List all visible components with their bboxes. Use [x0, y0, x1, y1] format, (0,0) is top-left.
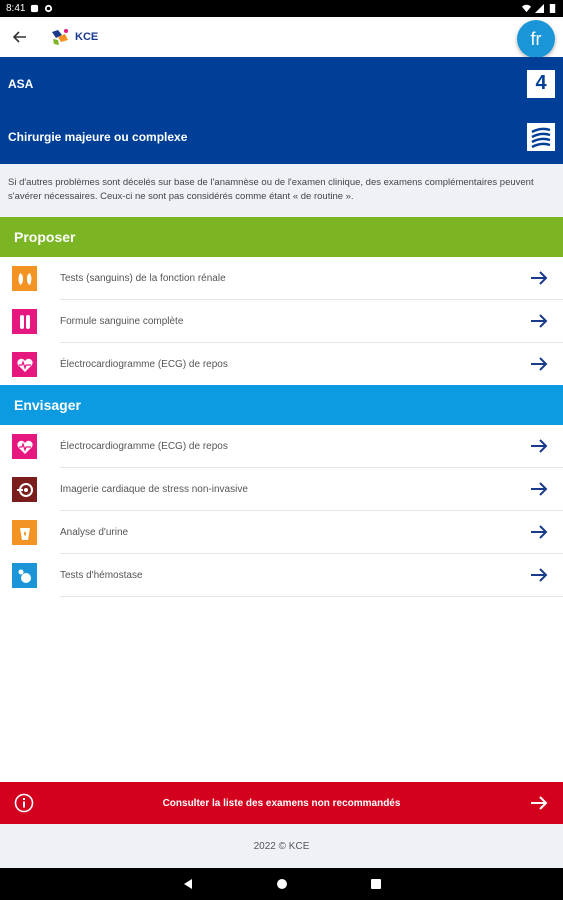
kce-logo	[50, 28, 98, 46]
wifi-icon	[522, 4, 531, 13]
risk-header	[0, 57, 563, 164]
not-recommended-button[interactable]	[0, 782, 563, 824]
arrow-right-icon	[529, 522, 549, 542]
nav-home-button[interactable]	[275, 877, 289, 891]
section-consider-header: Envisager	[0, 385, 563, 425]
circle-home-icon	[276, 878, 288, 890]
arrow-right-icon	[529, 565, 549, 585]
list-item-label: Analyse d'urine	[60, 527, 129, 538]
hemostasis-icon	[12, 563, 37, 588]
kce-logo-icon	[50, 28, 72, 46]
sim-icon	[30, 4, 39, 13]
list-item-label: Imagerie cardiaque de stress non-invasive	[60, 484, 248, 495]
footer	[0, 824, 563, 868]
heart-ecg-icon	[12, 352, 37, 377]
nav-back-button[interactable]	[181, 877, 195, 891]
list-item-stress-imaging[interactable]	[0, 468, 563, 511]
list-item-label: Formule sanguine complète	[60, 316, 184, 327]
asa-row	[0, 57, 563, 110]
list-item-label: Électrocardiogramme (ECG) de repos	[60, 359, 228, 370]
asa-label: ASA	[8, 76, 34, 91]
info-icon	[14, 793, 34, 813]
arrow-right-icon	[529, 311, 549, 331]
list-item-blood-count[interactable]	[0, 300, 563, 343]
blood-tube-icon	[12, 309, 37, 334]
cardiac-imaging-icon	[12, 477, 37, 502]
asa-badge: 4	[527, 70, 555, 98]
list-item-ecg[interactable]	[0, 343, 563, 386]
back-arrow-icon	[12, 29, 28, 45]
copyright-text: 2022 © KCE	[253, 840, 310, 852]
list-item-urine-analysis[interactable]	[0, 511, 563, 554]
propose-list	[0, 257, 563, 386]
notification-icon	[44, 4, 53, 13]
triangle-back-icon	[182, 878, 194, 890]
surgery-label: Chirurgie majeure ou complexe	[8, 129, 188, 144]
clock: 8:41	[6, 3, 26, 14]
surgery-row	[0, 110, 563, 163]
list-item-label: Tests (sanguins) de la fonction rénale	[60, 273, 226, 284]
info-text: Si d'autres problèmes sont décelés sur base de l'anamnèse ou de l'examen clinique, des examens complémentaires peuvent s'avérer nécessaires. Ceux-ci ne sont pas considérés comme étant « de routine ».	[0, 164, 563, 217]
app-bar	[0, 17, 563, 57]
arrow-right-icon	[529, 436, 549, 456]
divider	[60, 596, 563, 597]
list-item-hemostasis[interactable]	[0, 554, 563, 597]
system-nav-bar	[0, 868, 563, 900]
list-item-label: Tests d'hémostase	[60, 570, 143, 581]
arrow-right-icon	[529, 268, 549, 288]
surgery-scale-icon	[527, 123, 555, 151]
nav-recents-button[interactable]	[369, 877, 383, 891]
status-bar	[0, 0, 563, 17]
list-item-renal-tests[interactable]	[0, 257, 563, 300]
signal-icon	[535, 4, 544, 13]
heart-ecg-icon	[12, 434, 37, 459]
arrow-right-icon	[529, 354, 549, 374]
back-button[interactable]	[0, 17, 40, 57]
language-button[interactable]: fr	[517, 20, 555, 58]
list-item-ecg[interactable]	[0, 425, 563, 468]
cta-label: Consulter la liste des examens non recommandés	[162, 797, 401, 809]
list-item-label: Électrocardiogramme (ECG) de repos	[60, 441, 228, 452]
section-propose-header: Proposer	[0, 217, 563, 257]
arrow-right-icon	[529, 793, 549, 813]
battery-icon	[548, 4, 557, 13]
logo-text: KCE	[75, 31, 99, 43]
urine-icon	[12, 520, 37, 545]
square-recents-icon	[370, 878, 382, 890]
kidney-icon	[12, 266, 37, 291]
arrow-right-icon	[529, 479, 549, 499]
consider-list	[0, 425, 563, 597]
